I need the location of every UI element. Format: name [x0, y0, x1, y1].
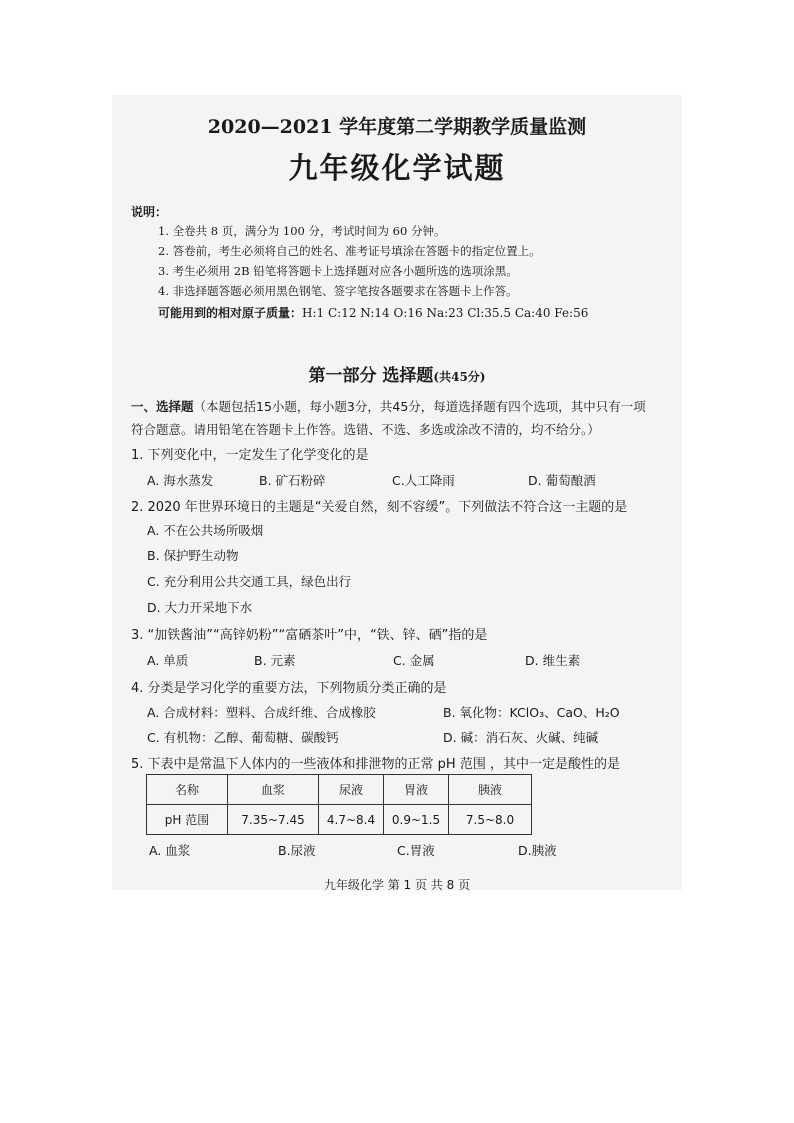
note-item: 2. 答卷前，考生必须将自己的姓名、准考证号填涂在答题卡的指定位置上。: [158, 244, 541, 258]
note-item: 3. 考生必须用 2B 铅笔将答题卡上选择题对应各小题所选的选项涂黑。: [158, 264, 518, 278]
question-2-stem: 2. 2020 年世界环境日的主题是“关爱自然，刻不容缓”。下列做法不符合这一主题的是: [131, 500, 628, 515]
q1-option-a: A. 海水蒸发: [147, 473, 214, 488]
atomic-masses-label: 可能用到的相对原子质量：: [158, 306, 303, 320]
table-cell: 0.9~1.5: [384, 805, 449, 835]
q5-option-a: A. 血浆: [149, 843, 191, 858]
question-3-stem: 3. “加铁酱油”“高锌奶粉”“富硒茶叶”中，“铁、锌、硒”指的是: [131, 628, 488, 643]
ph-range-table: [146, 774, 532, 835]
section1-desc-line2: 符合题意。请用铅笔在答题卡上作答。选错、不选、多选或涂改不清的，均不给分。）: [131, 422, 600, 437]
q2-option-b: B. 保护野生动物: [147, 548, 239, 563]
q4-option-d: D. 碱：消石灰、火碱、纯碱: [443, 730, 599, 745]
section1-desc: [131, 397, 646, 415]
q5-option-c: C.胃液: [397, 843, 435, 858]
q3-option-b: B. 元素: [254, 653, 296, 668]
part1-title-text: 第一部分 选择题: [308, 366, 434, 386]
notes-heading: 说明：: [131, 205, 168, 219]
q4-option-a: A. 合成材料：塑料、合成纤维、合成橡胶: [147, 705, 376, 720]
table-header-cell: 胰液: [449, 775, 532, 805]
atomic-masses: [158, 304, 588, 321]
q5-option-d: D.胰液: [518, 843, 557, 858]
question-5-stem: 5. 下表中是常温下人体内的一些液体和排泄物的正常 pH 范围 ，其中一定是酸性的是: [131, 757, 620, 772]
q4-option-c: C. 有机物：乙醇、葡萄糖、碳酸钙: [147, 730, 339, 745]
q1-option-c: C.人工降雨: [392, 473, 455, 488]
atomic-masses-values: H:1 C:12 N:14 O:16 Na:23 Cl:35.5 Ca:40 Fe:56: [302, 306, 589, 320]
part1-title: [0, 361, 794, 386]
q2-option-d: D. 大力开采地下水: [147, 600, 253, 615]
table-header-cell: 胃液: [384, 775, 449, 805]
table-header-cell: 尿液: [319, 775, 384, 805]
note-item: 1. 全卷共 8 页，满分为 100 分，考试时间为 60 分钟。: [158, 224, 446, 238]
table-cell: pH 范围: [147, 805, 228, 835]
question-4-stem: 4. 分类是学习化学的重要方法，下列物质分类正确的是: [131, 681, 447, 696]
q1-option-b: B. 矿石粉碎: [259, 473, 326, 488]
part1-score: (共45分): [433, 370, 486, 384]
section1-label: 一、选择题: [131, 399, 194, 414]
q1-option-d: D. 葡萄酿酒: [528, 473, 596, 488]
q5-option-b: B.尿液: [278, 843, 316, 858]
question-1-stem: 1. 下列变化中，一定发生了化学变化的是: [131, 448, 369, 463]
table-cell: 4.7~8.4: [319, 805, 384, 835]
table-header-row: [147, 775, 532, 805]
table-cell: 7.35~7.45: [228, 805, 319, 835]
q3-option-c: C. 金属: [393, 653, 435, 668]
table-row: [147, 805, 532, 835]
note-item: 4. 非选择题答题必须用黑色钢笔、签字笔按各题要求在答题卡上作答。: [158, 284, 518, 298]
table-header-cell: 血浆: [228, 775, 319, 805]
table-header-cell: 名称: [147, 775, 228, 805]
q2-option-a: A. 不在公共场所吸烟: [147, 523, 264, 538]
q2-option-c: C. 充分利用公共交通工具，绿色出行: [147, 574, 352, 589]
section1-desc-line1: （本题包括15小题，每小题3分，共45分，每道选择题有四个选项，其中只有一项: [193, 399, 646, 414]
exam-term-title: 2020—2021 学年度第二学期教学质量监测: [207, 116, 587, 138]
table-cell: 7.5~8.0: [449, 805, 532, 835]
exam-subject-title: 九年级化学试题: [288, 151, 506, 185]
page-footer: 九年级化学 第 1 页 共 8 页: [323, 878, 471, 892]
q4-option-b: B. 氧化物：KClO₃、CaO、H₂O: [443, 705, 620, 720]
q3-option-d: D. 维生素: [525, 653, 581, 668]
q3-option-a: A. 单质: [147, 653, 189, 668]
